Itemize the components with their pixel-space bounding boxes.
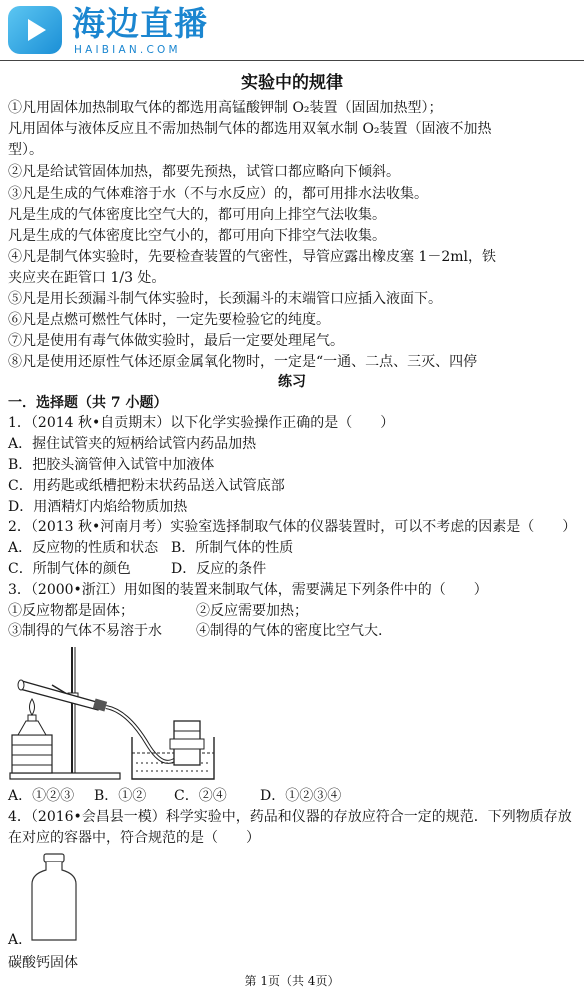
question-4-stem-line-1: 4．（2016•会昌县一模）科学实验中，药品和仪器的存放应符合一定的规范．下列物质存放 — [8, 809, 572, 825]
rule-line: ⑤凡是用长颈漏斗制气体实验时，长颈漏斗的末端管口应插入液面下。 — [8, 291, 442, 307]
question-1-stem: 1．（2014 秋•自贡期末）以下化学实验操作正确的是（ ） — [8, 415, 395, 431]
section-heading: 一．选择题（共 7 小题） — [8, 395, 168, 411]
question-3-option-c[interactable]: C．②④ — [174, 788, 227, 804]
question-3-condition-2: ②反应需要加热； — [196, 603, 308, 619]
site-logo[interactable] — [8, 6, 238, 56]
header-divider — [0, 60, 584, 61]
question-3-condition-4: ④制得的气体的密度比空气大. — [196, 623, 383, 639]
question-1-option-b[interactable]: B．把胶头滴管伸入试管中加液体 — [8, 457, 215, 473]
question-4-stem-line-2: 在对应的容器中，符合规范的是（ ） — [8, 830, 260, 846]
gas-apparatus-figure — [8, 645, 220, 783]
rule-line: 凡用固体与液体反应且不需加热制气体的都选用双氧水制 O₂装置（固液不加热 — [8, 121, 492, 137]
question-1-option-c[interactable]: C．用药匙或纸槽把粉末状药品送入试管底部 — [8, 478, 285, 494]
page-footer: 第 1页（共 4页） — [244, 974, 340, 988]
rule-line: ③凡是生成的气体难溶于水（不与水反应）的，都可用排水法收集。 — [8, 186, 428, 202]
question-1-option-d[interactable]: D．用酒精灯内焰给物质加热 — [8, 499, 188, 515]
question-1-option-a[interactable]: A．握住试管夹的短柄给试管内药品加热 — [8, 436, 257, 452]
rule-line: ④凡是制气体实验时，先要检查装置的气密性，导管应露出橡皮塞 1－2ml，铁 — [8, 249, 497, 265]
question-4-option-a-caption: 碳酸钙固体 — [8, 955, 78, 971]
question-2-option-c[interactable]: C．所制气体的颜色 — [8, 561, 131, 577]
rule-line: ②凡是给试管固体加热，都要先预热，试管口都应略向下倾斜。 — [8, 164, 400, 180]
question-2-option-a[interactable]: A．反应物的性质和状态 — [8, 540, 159, 556]
logo-subtitle: HAIBIAN.COM — [74, 44, 181, 56]
rule-line: ⑥凡是点燃可燃性气体时，一定先要检验它的纯度。 — [8, 312, 330, 328]
question-2-option-b[interactable]: B．所制气体的性质 — [171, 540, 294, 556]
rule-line: 凡是生成的气体密度比空气小的，都可用向下排空气法收集。 — [8, 228, 386, 244]
rule-line: 型）。 — [8, 142, 43, 158]
question-3-condition-3: ③制得的气体不易溶于水 — [8, 623, 162, 639]
question-2-stem: 2．（2013 秋•河南月考）实验室选择制取气体的仪器装置时，可以不考虑的因素是（ ） — [8, 519, 577, 535]
question-4-option-a[interactable]: A． — [8, 932, 33, 948]
rule-line: ⑧凡是使用还原性气体还原金属氧化物时，一定是“一通、二点、三灭、四停 — [8, 354, 478, 370]
question-3-option-d[interactable]: D．①②③④ — [260, 788, 342, 804]
rule-line: 夹应夹在距管口 1/3 处。 — [8, 270, 166, 286]
question-3-stem: 3．（2000•浙江）用如图的装置来制取气体，需要满足下列条件中的（ ） — [8, 582, 488, 598]
rule-line: ⑦凡是使用有毒气体做实验时，最后一定要处理尾气。 — [8, 333, 344, 349]
practice-heading: 练习 — [278, 374, 306, 390]
question-3-option-a[interactable]: A．①②③ — [8, 788, 75, 804]
play-icon — [8, 6, 62, 54]
rule-line: 凡是生成的气体密度比空气大的，都可用向上排空气法收集。 — [8, 207, 386, 223]
question-2-option-d[interactable]: D．反应的条件 — [171, 561, 267, 577]
question-3-option-b[interactable]: B．①② — [94, 788, 147, 804]
rule-line: ①凡用固体加热制取气体的都选用高锰酸钾制 O₂装置（固固加热型）； — [8, 100, 443, 116]
logo-name: 海边直播 — [72, 4, 208, 43]
question-3-condition-1: ①反应物都是固体； — [8, 603, 134, 619]
page-title: 实验中的规律 — [241, 73, 343, 93]
